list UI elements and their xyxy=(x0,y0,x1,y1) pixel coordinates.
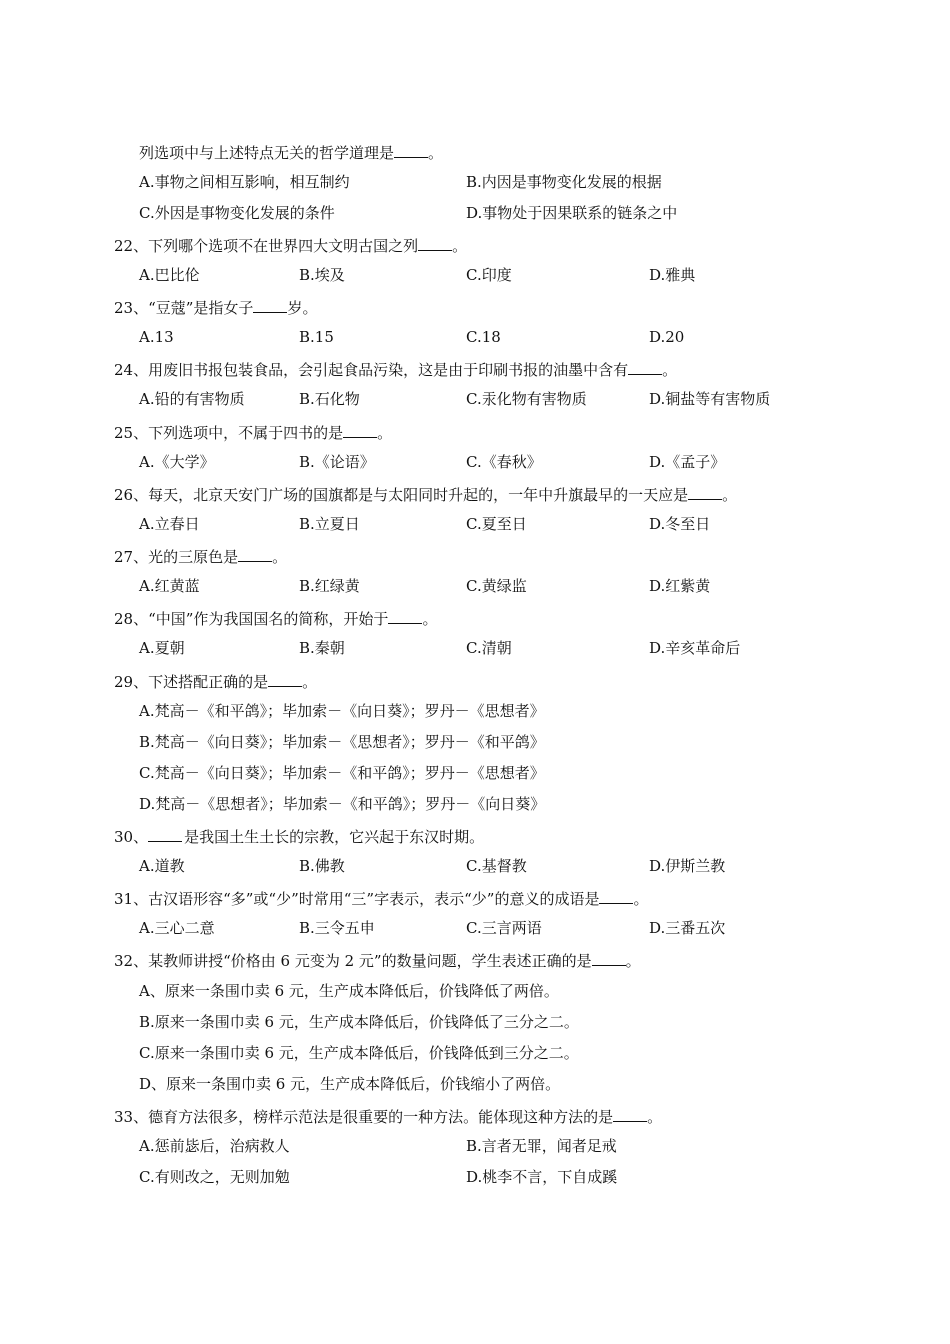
question-28: 28、“中国”作为我国国名的简称，开始于 。 xyxy=(114,610,438,628)
option-b: B.红绿黄 xyxy=(299,577,360,595)
option-c: C.汞化物有害物质 xyxy=(466,390,587,408)
option-b: B.15 xyxy=(299,328,334,346)
option-a: A.夏朝 xyxy=(139,639,185,657)
question-27: 27、光的三原色是 。 xyxy=(114,548,288,566)
option-c: C.外因是事物变化发展的条件 xyxy=(139,204,335,222)
option-d: D.20 xyxy=(649,328,685,346)
answer-blank xyxy=(268,672,302,687)
option-d: D.伊斯兰教 xyxy=(649,857,726,875)
option-c: C.黄绿监 xyxy=(466,577,527,595)
option-b: B.立夏日 xyxy=(299,515,360,533)
question-22: 22、下列哪个选项不在世界四大文明古国之列 。 xyxy=(114,237,468,255)
answer-blank xyxy=(394,143,428,158)
option-d: D.铜盐等有害物质 xyxy=(649,390,771,408)
option-a: A.铅的有害物质 xyxy=(139,390,245,408)
question-33: 33、德育方法很多，榜样示范法是很重要的一种方法。能体现这种方法的是 。 xyxy=(114,1108,663,1126)
option-d: D、原来一条围巾卖 6 元，生产成本降低后，价钱缩小了两倍。 xyxy=(139,1075,561,1093)
option-c: C.清朝 xyxy=(466,639,512,657)
option-c: C.印度 xyxy=(466,266,512,284)
option-a: A、原来一条围巾卖 6 元，生产成本降低后，价钱降低了两倍。 xyxy=(139,982,559,1000)
option-c: C.18 xyxy=(466,328,501,346)
question-29: 29、下述搭配正确的是 。 xyxy=(114,673,318,691)
option-d: D.桃李不言，下自成蹊 xyxy=(466,1168,618,1186)
answer-blank xyxy=(613,1107,647,1122)
option-b: B.石化物 xyxy=(299,390,360,408)
question-23: 23、“豆蔻”是指女子 岁。 xyxy=(114,299,318,317)
option-b: B.佛教 xyxy=(299,857,345,875)
option-a: A.《大学》 xyxy=(139,453,215,471)
option-b: B.《论语》 xyxy=(299,453,375,471)
option-a: A.巴比伦 xyxy=(139,266,200,284)
option-c: C.有则改之，无则加勉 xyxy=(139,1168,290,1186)
option-a: A.梵高－《和平鸽》；毕加索－《向日葵》；罗丹－《思想者》 xyxy=(139,702,545,720)
option-a: A.立春日 xyxy=(139,515,200,533)
option-b: B.埃及 xyxy=(299,266,345,284)
answer-blank xyxy=(238,547,272,562)
answer-blank xyxy=(418,236,452,251)
question-21-stem-continued: 列选项中与上述特点无关的哲学道理是 。 xyxy=(139,144,444,162)
question-31: 31、古汉语形容“多”或“少”时常用“三”字表示，表示“少”的意义的成语是 。 xyxy=(114,890,649,908)
option-b: B.秦朝 xyxy=(299,639,345,657)
option-b: B.梵高－《向日葵》；毕加索－《思想者》；罗丹－《和平鸽》 xyxy=(139,733,545,751)
option-a: A.13 xyxy=(139,328,174,346)
option-a: A.道教 xyxy=(139,857,185,875)
answer-blank xyxy=(388,609,422,624)
option-d: D.梵高－《思想者》；毕加索－《和平鸽》；罗丹－《向日葵》 xyxy=(139,795,546,813)
answer-blank xyxy=(343,423,377,438)
option-c: C.梵高－《向日葵》；毕加索－《和平鸽》；罗丹－《思想者》 xyxy=(139,764,545,782)
option-d: D.辛亥革命后 xyxy=(649,639,741,657)
option-c: C.原来一条围巾卖 6 元，生产成本降低后，价钱降低到三分之二。 xyxy=(139,1044,579,1062)
question-30: 30、 是我国土生土长的宗教，它兴起于东汉时期。 xyxy=(114,828,485,846)
option-a: A.事物之间相互影响，相互制约 xyxy=(139,173,350,191)
option-b: B.三令五申 xyxy=(299,919,375,937)
answer-blank xyxy=(253,298,287,313)
answer-blank xyxy=(599,889,633,904)
option-c: C.三言两语 xyxy=(466,919,542,937)
question-32: 32、某教师讲授“价格由 6 元变为 2 元”的数量问题，学生表述正确的是 。 xyxy=(114,952,641,970)
option-d: D.事物处于因果联系的链条之中 xyxy=(466,204,678,222)
question-24: 24、用废旧书报包装食品，会引起食品污染，这是由于印刷书报的油墨中含有 。 xyxy=(114,361,678,379)
option-b: B.内因是事物变化发展的根据 xyxy=(466,173,662,191)
answer-blank xyxy=(688,485,722,500)
option-d: D.雅典 xyxy=(649,266,696,284)
option-d: D.红紫黄 xyxy=(649,577,711,595)
option-d: D.三番五次 xyxy=(649,919,726,937)
question-26: 26、每天，北京天安门广场的国旗都是与太阳同时升起的，一年中升旗最早的一天应是 。 xyxy=(114,486,738,504)
option-a: A.三心二意 xyxy=(139,919,215,937)
option-d: D.冬至日 xyxy=(649,515,711,533)
option-a: A.惩前毖后，治病救人 xyxy=(139,1137,290,1155)
option-d: D.《孟子》 xyxy=(649,453,726,471)
option-c: C.《春秋》 xyxy=(466,453,542,471)
answer-blank xyxy=(628,360,662,375)
option-c: C.夏至日 xyxy=(466,515,527,533)
option-a: A.红黄蓝 xyxy=(139,577,200,595)
answer-blank xyxy=(148,827,182,842)
option-c: C.基督教 xyxy=(466,857,527,875)
question-25: 25、下列选项中，不属于四书的是 。 xyxy=(114,424,393,442)
answer-blank xyxy=(592,951,626,966)
option-b: B.原来一条围巾卖 6 元，生产成本降低后，价钱降低了三分之二。 xyxy=(139,1013,579,1031)
option-b: B.言者无罪，闻者足戒 xyxy=(466,1137,617,1155)
